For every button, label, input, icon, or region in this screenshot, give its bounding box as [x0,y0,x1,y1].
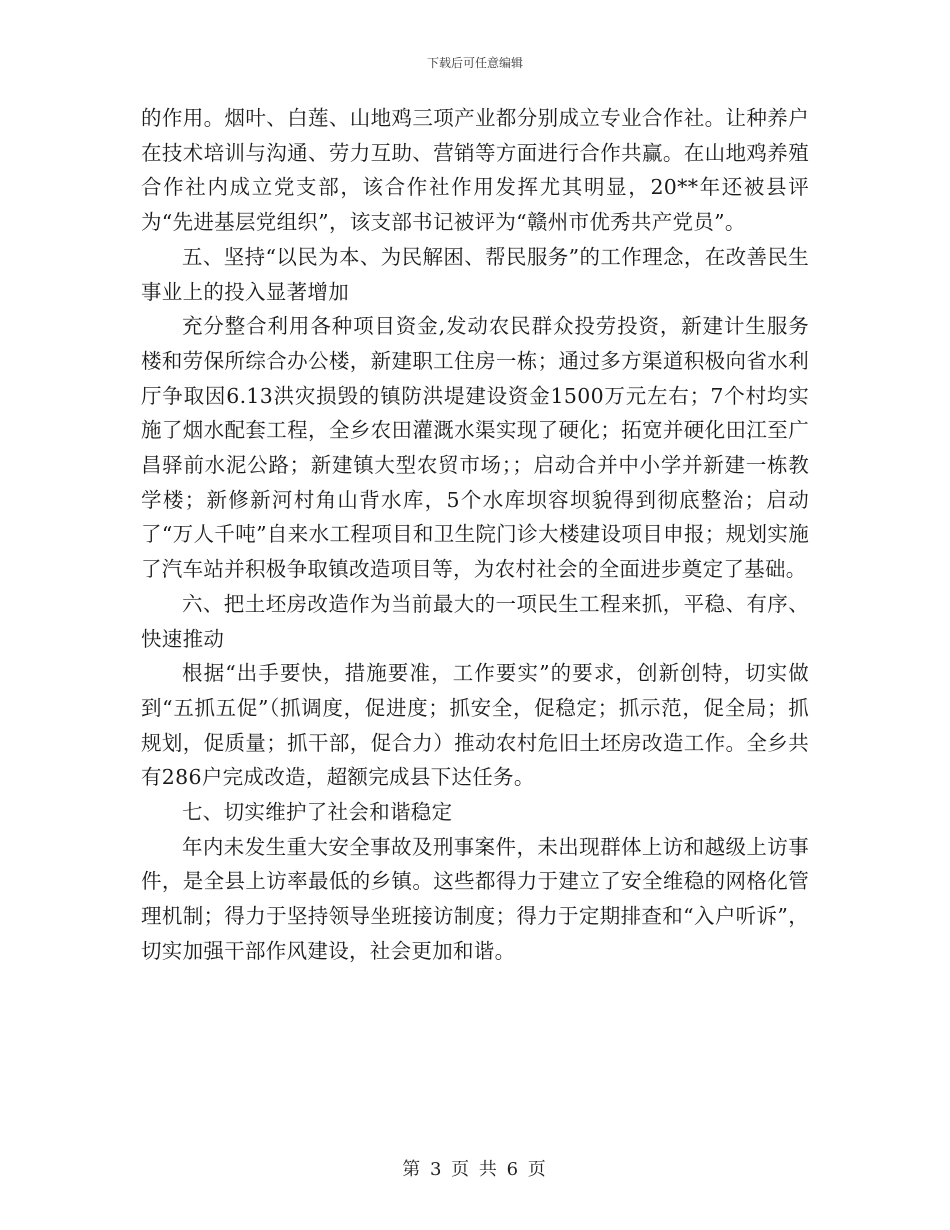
section-heading-five: 五、坚持“以民为本、为民解困、帮民服务”的工作理念，在改善民生事业上的投入显著增加 [141,244,809,304]
section-heading-six: 六、把土坯房改造作为当前最大的一项民生工程来抓，平稳、有序、快速推动 [141,591,809,651]
page-header-note: 下载后可任意编辑 [426,56,523,70]
paragraph-continuation: 的作用。烟叶、白莲、山地鸡三项产业都分别成立专业合作社。让种养户在技术培训与沟通、劳力互助、营销等方面进行合作共赢。在山地鸡养殖合作社内成立党支部，该合作社作用发挥尤其明显，20**年还被县评为“先进基层党组织”，该支部书记被评为“赣州市优秀共产党员”。 [141,106,809,235]
paragraph-livelihood-projects: 充分整合利用各种项目资金,发动农民群众投劳投资，新建计生服务楼和劳保所综合办公楼，新建职工住房一栋；通过多方渠道积极向省水利厅争取因6.13洪灾损毁的镇防洪堤建设资金1500万元左右；7个村均实施了烟水配套工程，全乡农田灌溉水渠实现了硬化；拓宽并硬化田江至广昌驿前水泥公路；新建镇大型农贸市场；；启动合并中小学并新建一栋教学楼；新修新河村角山背水库，5个水库坝容坝貌得到彻底整治；启动了“万人千吨”自来水工程项目和卫生院门诊大楼建设项目申报；规划实施了汽车站并积极争取镇改造项目等，为农村社会的全面进步奠定了基础。 [141,314,809,582]
paragraph-social-stability: 年内未发生重大安全事故及刑事案件，未出现群体上访和越级上访事件，是全县上访率最低的乡镇。这些都得力于建立了安全维稳的网格化管理机制；得力于坚持领导坐班接访制度；得力于定期排查和“入户听诉”，切实加强干部作风建设，社会更加和谐。 [141,834,809,963]
paragraph-housing-renovation: 根据“出手要快，措施要准，工作要实”的要求，创新创特，切实做到“五抓五促”（抓调度，促进度；抓安全，促稳定；抓示范，促全局；抓规划，促质量；抓干部，促合力）推动农村危旧土坯房改造工作。全乡共有286户完成改造，超额完成县下达任务。 [141,661,809,790]
section-heading-seven: 七、切实维护了社会和谐稳定 [182,800,453,825]
page-number-footer: 第 3 页 共 6 页 [402,1159,548,1180]
document-body [141,101,809,969]
